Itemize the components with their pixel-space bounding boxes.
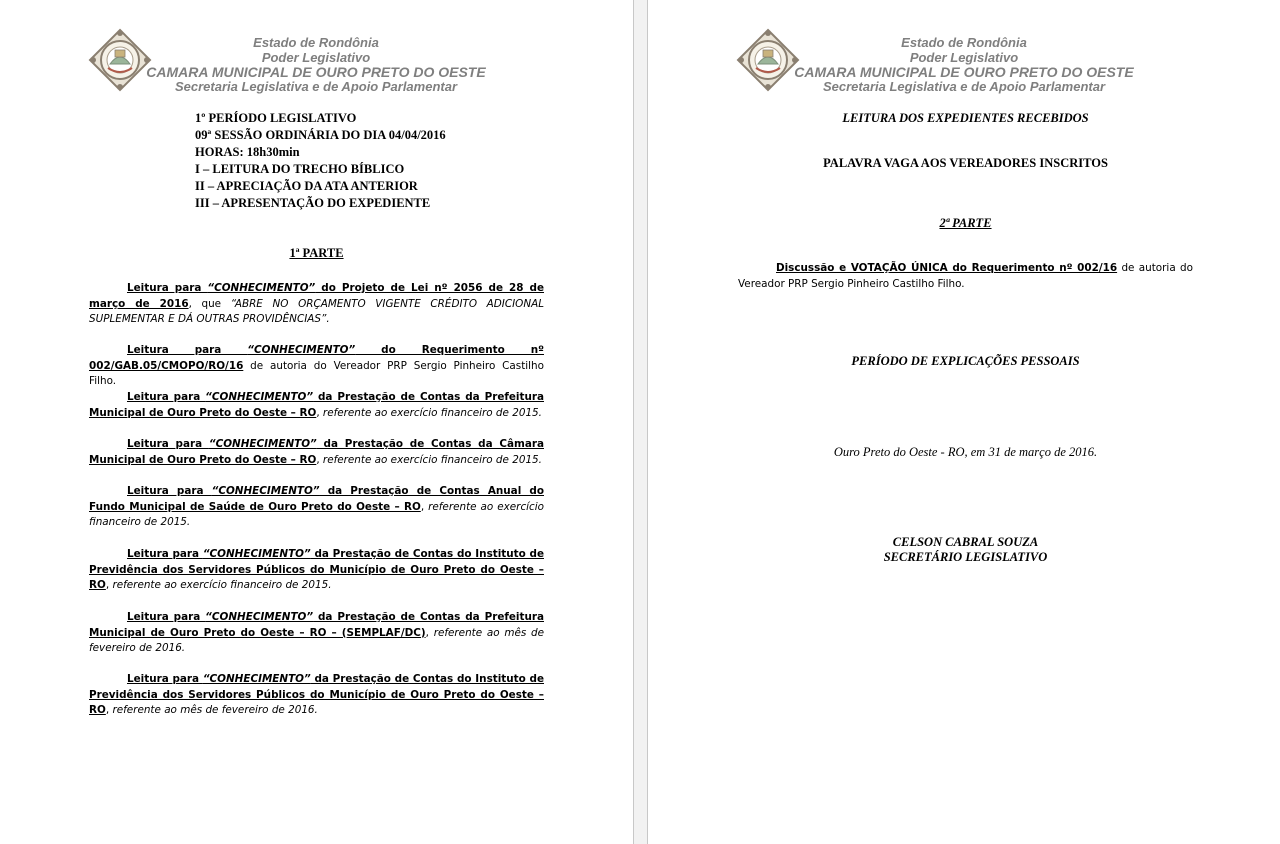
document-page-left xyxy=(0,0,633,844)
agenda-item: Leitura para “CONHECIMENTO” da Prestação de Contas Anual do Fundo Municipal de Saúde de Ouro Preto do Oeste – RO, referente ao exercício financeiro de 2015. xyxy=(89,485,545,529)
letterhead-power: Poder Legislativo xyxy=(909,49,1019,65)
letterhead xyxy=(736,36,1196,96)
agenda-line: III – APRESENTAÇÃO DO EXPEDIENTE xyxy=(195,196,431,210)
agenda-item: Leitura para “CONHECIMENTO” da Prestação de Contas da Câmara Municipal de Ouro Preto do Oeste – RO, referente ao exercício financeiro de 2015. xyxy=(89,438,544,466)
letterhead xyxy=(88,36,548,96)
letterhead-state: Estado de Rondônia xyxy=(253,35,379,50)
municipal-seal-icon xyxy=(88,28,152,92)
letterhead-chamber: CAMARA MUNICIPAL DE OURO PRETO DO OESTE xyxy=(794,64,1134,80)
page-gutter xyxy=(633,0,648,844)
agenda-line: II – APRECIAÇÃO DA ATA ANTERIOR xyxy=(195,179,418,193)
letterhead-text xyxy=(146,36,486,94)
agenda-line: 1º PERÍODO LEGISLATIVO xyxy=(195,111,357,125)
agenda-item: Leitura para “CONHECIMENTO” da Prestação de Contas do Instituto de Previdência dos Servidores Públicos do Município de Ouro Preto do Oeste – RO, referente ao exercício financeiro de 2015. xyxy=(89,548,544,592)
agenda-line: 09ª SESSÃO ORDINÁRIA DO DIA 04/04/2016 xyxy=(195,128,446,142)
agenda-item: Leitura para “CONHECIMENTO” do Requerimento nº 002/GAB.05/CMOPO/RO/16 de autoria do Vereador PRP Sergio Pinheiro Castilho Filho. xyxy=(89,344,544,388)
letterhead-secretariat: Secretaria Legislativa e de Apoio Parlamentar xyxy=(822,78,1106,94)
letterhead-state: Estado de Rondônia xyxy=(901,35,1027,50)
part-two-title: 2ª PARTE xyxy=(939,216,992,230)
place-date: Ouro Preto do Oeste - RO, em 31 de março de 2016. xyxy=(833,445,1098,459)
document-page-right xyxy=(648,0,1280,844)
municipal-seal-icon xyxy=(736,28,800,92)
session-agenda xyxy=(195,110,446,212)
letterhead-chamber: CAMARA MUNICIPAL DE OURO PRETO DO OESTE xyxy=(146,64,486,80)
agenda-line: I – LEITURA DO TRECHO BÍBLICO xyxy=(195,162,405,176)
agenda-item: Leitura para “CONHECIMENTO” do Projeto de Lei nº 2056 de 28 de março de 2016, que “ABRE NO ORÇAMENTO VIGENTE CRÉDITO ADICIONAL SUPLEMENTAR E DÁ OUTRAS PROVIDÊNCIAS”. xyxy=(89,282,544,326)
vote-item: Discussão e VOTAÇÃO ÚNICA do Requerimento nº 002/16 de autoria do Vereador PRP Sergio Pinheiro Castilho Filho. xyxy=(738,262,1193,290)
agenda-item: Leitura para “CONHECIMENTO” da Prestação de Contas da Prefeitura Municipal de Ouro Preto do Oeste – RO, referente ao exercício financeiro de 2015. xyxy=(89,391,544,419)
agenda-item: Leitura para “CONHECIMENTO” da Prestação de Contas da Prefeitura Municipal de Ouro Preto do Oeste – RO – (SEMPLAF/DC), referente ao mês de fevereiro de 2016. xyxy=(89,611,545,655)
reading-title: LEITURA DOS EXPEDIENTES RECEBIDOS xyxy=(842,111,1089,125)
signer-role: SECRETÁRIO LEGISLATIVO xyxy=(883,550,1048,564)
letterhead-secretariat: Secretaria Legislativa e de Apoio Parlamentar xyxy=(174,78,458,94)
agenda-line: HORAS: 18h30min xyxy=(195,145,300,159)
letterhead-power: Poder Legislativo xyxy=(261,49,371,65)
part-one-title: 1ª PARTE xyxy=(289,246,344,260)
floor-title: PALAVRA VAGA AOS VEREADORES INSCRITOS xyxy=(823,156,1108,170)
agenda-item: Leitura para “CONHECIMENTO” da Prestação de Contas do Instituto de Previdência dos Servidores Públicos do Município de Ouro Preto do Oeste – RO, referente ao mês de fevereiro de 2016. xyxy=(89,673,544,717)
letterhead-text xyxy=(794,36,1134,94)
signer-name: CELSON CABRAL SOUZA xyxy=(892,535,1039,549)
explanations-title: PERÍODO DE EXPLICAÇÕES PESSOAIS xyxy=(851,354,1080,368)
